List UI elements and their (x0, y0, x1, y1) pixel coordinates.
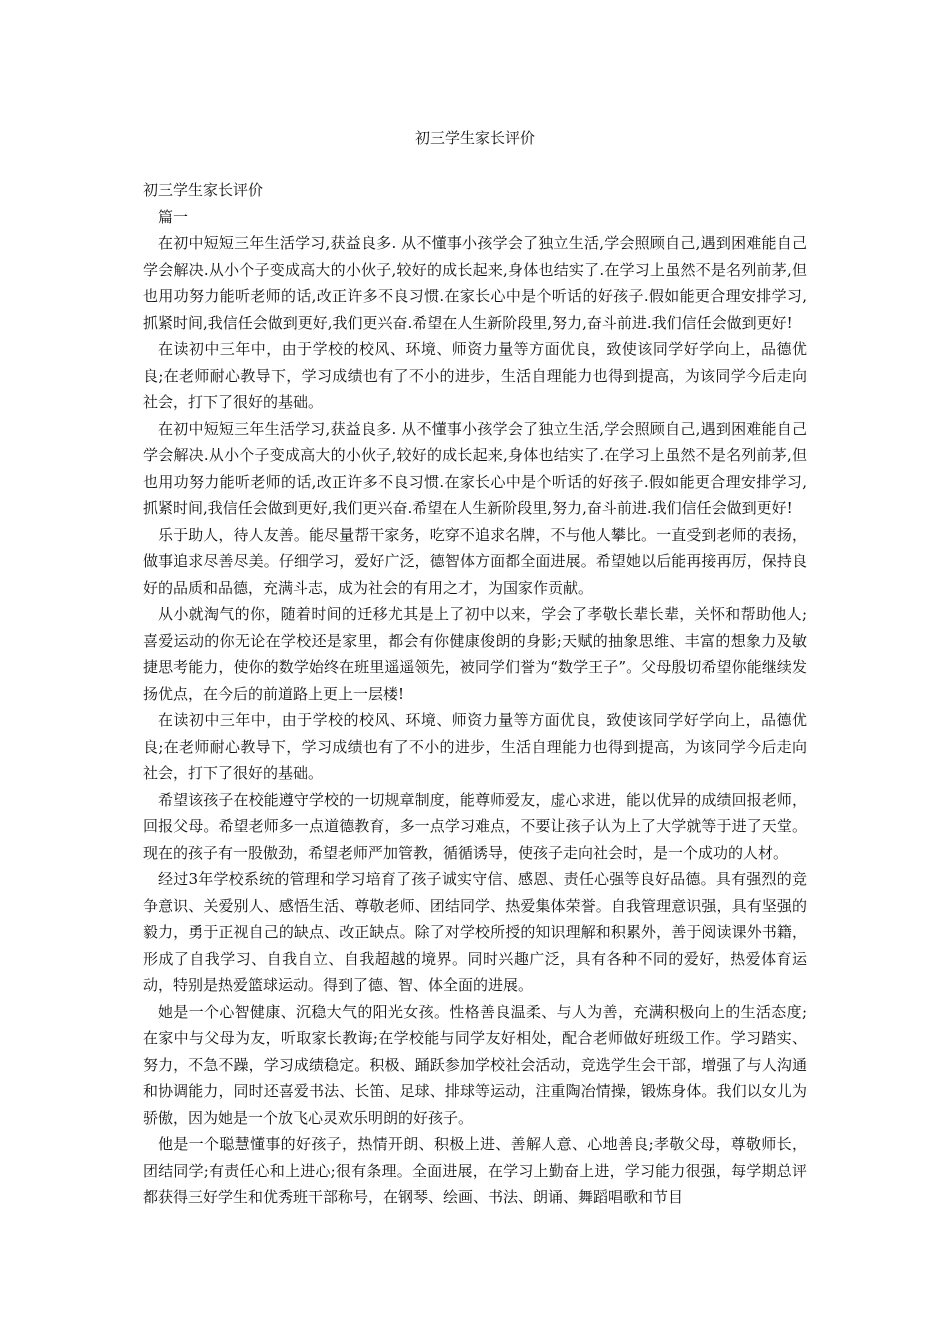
paragraph: 她是一个心智健康、沉稳大气的阳光女孩。性格善良温柔、与人为善，充满积极向上的生活态度;在家中与父母为友，听取家长教诲;在学校能与同学友好相处，配合老师做好班级工作。学习踏实、努力，不急不躁，学习成绩稳定。积极、踊跃参加学校社会活动，竞选学生会干部，增强了与人沟通和协调能力，同时还喜爱书法、长笛、足球、排球等运动，注重陶冶情操，锻炼身体。我们以女儿为骄傲，因为她是一个放飞心灵欢乐明朗的好孩子。 (143, 1002, 807, 1127)
paragraph: 在初中短短三年生活学习,获益良多. 从不懂事小孩学会了独立生活,学会照顾自己,遇到困难能自己学会解决.从小个子变成高大的小伙子,较好的成长起来,身体也结实了.在学习上虽然不是名列前茅,但也用功努力能听老师的话,改正许多不良习惯.在家长心中是个听话的好孩子.假如能更合理安排学习,抓紧时间,我信任会做到更好,我们更兴奋.希望在人生新阶段里,努力,奋斗前进.我们信任会做到更好! (143, 234, 807, 332)
paragraph: 在初中短短三年生活学习,获益良多. 从不懂事小孩学会了独立生活,学会照顾自己,遇到困难能自己学会解决.从小个子变成高大的小伙子,较好的成长起来,身体也结实了.在学习上虽然不是名列前茅,但也用功努力能听老师的话,改正许多不良习惯.在家长心中是个听话的好孩子.假如能更合理安排学习,抓紧时间,我信任会做到更好,我们更兴奋.希望在人生新阶段里,努力,奋斗前进.我们信任会做到更好! (143, 419, 807, 517)
paragraph: 他是一个聪慧懂事的好孩子，热情开朗、积极上进、善解人意、心地善良;孝敬父母，尊敬师长，团结同学;有责任心和上进心;很有条理。全面进展，在学习上勤奋上进，学习能力很强，每学期总评都获得三好学生和优秀班干部称号，在钢琴、绘画、书法、朗诵、舞蹈唱歌和节目 (143, 1135, 807, 1206)
section-label: 篇一 (158, 207, 189, 226)
paragraph: 在读初中三年中，由于学校的校风、环境、师资力量等方面优良，致使该同学好学向上，品德优良;在老师耐心教导下，学习成绩也有了不小的进步，生活自理能力也得到提高，为该同学今后走向社会，打下了很好的基础。 (143, 340, 807, 411)
paragraph: 乐于助人，待人友善。能尽量帮干家务，吃穿不追求名牌，不与他人攀比。一直受到老师的表扬，做事追求尽善尽美。仔细学习，爱好广泛，德智体方面都全面进展。希望她以后能再接再厉，保持良好的品质和品德，充满斗志，成为社会的有用之才，为国家作贡献。 (143, 525, 807, 597)
paragraph: 在读初中三年中，由于学校的校风、环境、师资力量等方面优良，致使该同学好学向上，品德优良;在老师耐心教导下，学习成绩也有了不小的进步，生活自理能力也得到提高，为该同学今后走向社会，打下了很好的基础。 (143, 711, 807, 782)
document-title: 初三学生家长评价 (414, 129, 535, 147)
paragraph: 希望该孩子在校能遵守学校的一切规章制度，能尊师爱友，虚心求进，能以优异的成绩回报老师，回报父母。希望老师多一点道德教育，多一点学习难点，不要让孩子认为上了大学就等于进了天堂。现在的孩子有一股傲劲，希望老师严加管教，循循诱导，使孩子走向社会时，是一个成功的人材。 (143, 790, 807, 862)
paragraph: 经过3年学校系统的管理和学习培育了孩子诚实守信、感恩、责任心强等良好品德。具有强烈的竞争意识、关爱别人、感悟生活、尊敬老师、团结同学、热爱集体荣誉。自我管理意识强，具有坚强的毅力，勇于正视自己的缺点、改正缺点。除了对学校所授的知识理解和积累外，善于阅读课外书籍，形成了自我学习、自我自立、自我超越的境界。同时兴趣广泛，具有各种不同的爱好，热爱体育运动，特别是热爱篮球运动。得到了德、智、体全面的进展。 (143, 870, 807, 994)
document-subtitle: 初三学生家长评价 (143, 181, 264, 199)
paragraph: 从小就淘气的你，随着时间的迁移尤其是上了初中以来，学会了孝敬长辈长辈，关怀和帮助他人;喜爱运动的你无论在学校还是家里，都会有你健康俊朗的身影;天赋的抽象思维、丰富的想象力及敏捷思考能力，使你的数学始终在班里遥遥领先，被同学们誉为“数学王子”。父母殷切希望你能继续发扬优点，在今后的前道路上更上一层楼! (143, 605, 807, 703)
document-body (143, 177, 807, 1211)
